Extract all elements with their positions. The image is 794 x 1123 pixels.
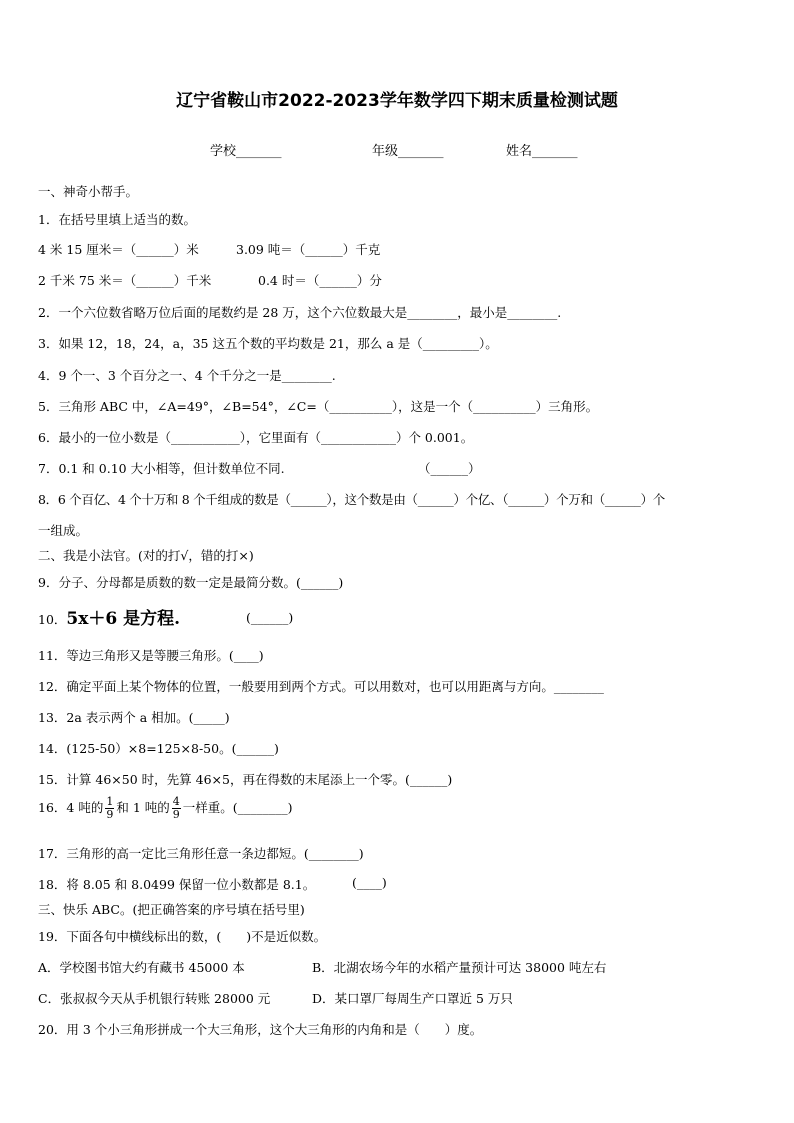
question-6: 6．最小的一位小数是（___________），它里面有（____________）个 0.001。 bbox=[38, 430, 474, 445]
question-8-cont: 一组成。 bbox=[38, 523, 89, 538]
section-1-heading: 一、神奇小帮手。 bbox=[38, 184, 139, 199]
section-2-heading: 二、我是小法官。(对的打√，错的打×) bbox=[38, 548, 254, 563]
question-4: 4．9 个一、3 个百分之一、4 个千分之一是________. bbox=[38, 368, 336, 383]
question-1d: 0.4 时＝（______）分 bbox=[258, 273, 382, 288]
question-20: 20．用 3 个小三角形拼成一个大三角形，这个大三角形的内角和是（ ）度。 bbox=[38, 1022, 483, 1037]
name-field: 姓名_______ bbox=[506, 144, 578, 159]
grade-field: 年级_______ bbox=[372, 144, 444, 159]
question-3: 3．如果 12，18，24，a，35 这五个数的平均数是 21，那么 a 是（_________）。 bbox=[38, 336, 498, 351]
question-1: 1．在括号里填上适当的数。 bbox=[38, 212, 196, 227]
question-17: 17．三角形的高一定比三角形任意一条边都短。(________) bbox=[38, 846, 364, 861]
question-10-answer: (______) bbox=[246, 610, 294, 625]
question-9: 9．分子、分母都是质数的数一定是最简分数。(______) bbox=[38, 575, 344, 590]
question-8: 8．6 个百亿、4 个十万和 8 个千组成的数是（______），这个数是由（______）个亿、（______）个万和（______）个 bbox=[38, 492, 666, 507]
fraction-four-ninths: $\frac{4}{9}$ bbox=[172, 795, 180, 821]
question-16-middle: 和 1 吨的 bbox=[116, 800, 170, 815]
question-5: 5．三角形 ABC 中，∠A=49°，∠B=54°，∠C=（__________），这是一个（__________）三角形。 bbox=[38, 399, 599, 414]
question-1b: 3.09 吨＝（______）千克 bbox=[236, 242, 381, 257]
question-12: 12．确定平面上某个物体的位置，一般要用到两个方式。可以用数对，也可以用距离与方向。________ bbox=[38, 679, 604, 694]
question-13: 13．2a 表示两个 a 相加。(_____) bbox=[38, 710, 230, 725]
fraction-one-ninth: $\frac{1}{9}$ bbox=[106, 795, 114, 821]
question-10 bbox=[38, 604, 180, 629]
question-19: 19．下面各句中横线标出的数，( )不是近似数。 bbox=[38, 929, 327, 944]
question-7: 7．0.1 和 0.10 大小相等，但计数单位不同. bbox=[38, 461, 285, 476]
question-15: 15．计算 46×50 时，先算 46×5，再在得数的末尾添上一个零。(______) bbox=[38, 772, 453, 787]
question-1c: 2 千米 75 米＝（______）千米 bbox=[38, 273, 212, 288]
option-19a: A．学校图书馆大约有藏书 45000 本 bbox=[38, 960, 245, 975]
question-7-answer: （______） bbox=[418, 461, 481, 476]
question-11: 11．等边三角形又是等腰三角形。(____) bbox=[38, 648, 264, 663]
question-2: 2．一个六位数省略万位后面的尾数约是 28 万，这个六位数最大是________，最小是________. bbox=[38, 305, 562, 320]
question-1a: 4 米 15 厘米＝（______）米 bbox=[38, 242, 199, 257]
question-18: 18．将 8.05 和 8.0499 保留一位小数都是 8.1。 bbox=[38, 877, 316, 892]
question-16-end: 一样重。(________) bbox=[182, 800, 293, 815]
question-10-number: 10． bbox=[38, 612, 67, 627]
option-19b: B．北湖农场今年的水稻产量预计可达 38000 吨左右 bbox=[312, 960, 607, 975]
exam-title: 辽宁省鞍山市2022-2023学年数学四下期末质量检测试题 bbox=[176, 91, 618, 111]
option-19d: D．某口罩厂每周生产口罩近 5 万只 bbox=[312, 991, 513, 1006]
question-14: 14．(125-50）×8=125×8-50。(______) bbox=[38, 741, 279, 756]
option-19c: C．张叔叔今天从手机银行转账 28000 元 bbox=[38, 991, 271, 1006]
question-16 bbox=[38, 796, 293, 821]
school-field: 学校_______ bbox=[210, 144, 282, 159]
question-16-start: 16．4 吨的 bbox=[38, 800, 104, 815]
section-3-heading: 三、快乐 ABC。(把正确答案的序号填在括号里) bbox=[38, 902, 305, 917]
question-18-answer: (____) bbox=[352, 875, 387, 890]
question-10-expression: 5x＋6 是方程. bbox=[66, 609, 181, 629]
